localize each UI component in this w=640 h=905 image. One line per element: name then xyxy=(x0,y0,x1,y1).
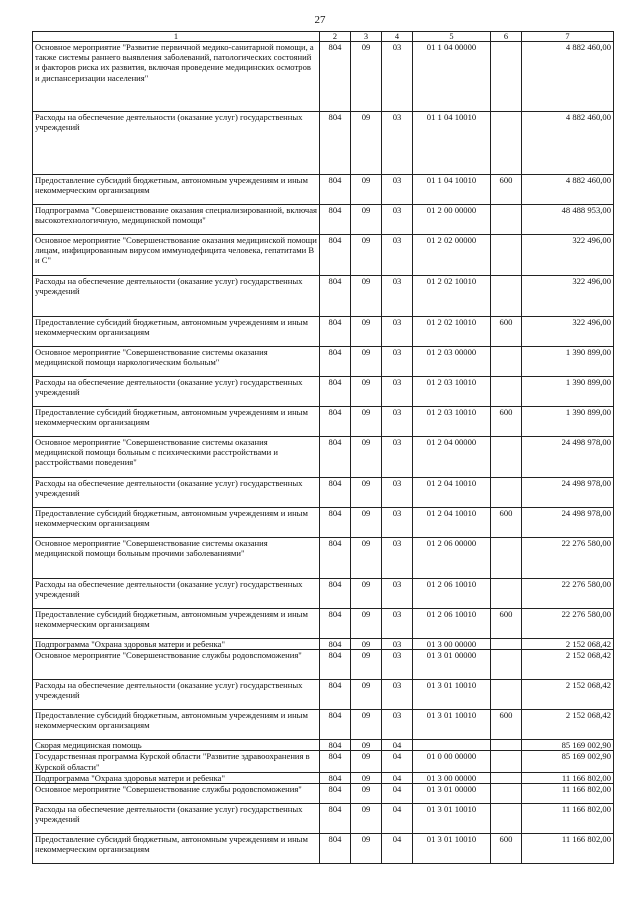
cell-name: Основное мероприятие "Развитие первичной медико-санитарной помощи, а также системы раннего выявления заболеваний, патологических состояний и факторов риска их развития, включая проведение медицинских осмотров и диспансеризации населения" xyxy=(33,42,320,112)
cell-target: 01 1 04 00000 xyxy=(413,42,491,112)
cell-section: 09 xyxy=(351,276,382,317)
cell-ministry: 804 xyxy=(320,407,351,437)
cell-subsection: 03 xyxy=(382,680,413,710)
cell-amount: 22 276 580,00 xyxy=(522,579,614,609)
cell-name: Расходы на обеспечение деятельности (оказание услуг) государственных учреждений xyxy=(33,478,320,508)
cell-section: 09 xyxy=(351,317,382,347)
cell-target: 01 2 03 10010 xyxy=(413,377,491,407)
cell-subsection: 04 xyxy=(382,784,413,804)
cell-section: 09 xyxy=(351,508,382,538)
cell-amount: 11 166 802,00 xyxy=(522,772,614,783)
cell-section: 09 xyxy=(351,751,382,772)
table-row xyxy=(33,680,614,710)
cell-ministry: 804 xyxy=(320,609,351,639)
cell-amount: 11 166 802,00 xyxy=(522,804,614,834)
cell-amount: 4 882 460,00 xyxy=(522,112,614,175)
cell-target: 01 2 00 00000 xyxy=(413,205,491,235)
table-row xyxy=(33,437,614,478)
cell-subsection: 03 xyxy=(382,639,413,650)
table-row xyxy=(33,772,614,783)
cell-subsection: 04 xyxy=(382,772,413,783)
col-header-section: 3 xyxy=(351,32,382,42)
cell-vr xyxy=(491,205,522,235)
cell-ministry: 804 xyxy=(320,276,351,317)
cell-ministry: 804 xyxy=(320,508,351,538)
table-row xyxy=(33,42,614,112)
cell-amount: 4 882 460,00 xyxy=(522,42,614,112)
cell-ministry: 804 xyxy=(320,740,351,751)
cell-ministry: 804 xyxy=(320,804,351,834)
cell-target: 01 3 01 10010 xyxy=(413,834,491,864)
table-row xyxy=(33,205,614,235)
cell-target: 01 2 02 00000 xyxy=(413,235,491,276)
cell-ministry: 804 xyxy=(320,710,351,740)
cell-section: 09 xyxy=(351,834,382,864)
cell-section: 09 xyxy=(351,205,382,235)
cell-name: Расходы на обеспечение деятельности (оказание услуг) государственных учреждений xyxy=(33,579,320,609)
cell-ministry: 804 xyxy=(320,347,351,377)
cell-target: 01 3 01 10010 xyxy=(413,680,491,710)
cell-vr xyxy=(491,347,522,377)
table-row xyxy=(33,317,614,347)
cell-amount: 85 169 002,90 xyxy=(522,740,614,751)
table-row xyxy=(33,751,614,772)
cell-target: 01 3 01 10010 xyxy=(413,710,491,740)
cell-ministry: 804 xyxy=(320,175,351,205)
cell-amount: 322 496,00 xyxy=(522,235,614,276)
cell-amount: 2 152 068,42 xyxy=(522,639,614,650)
cell-section: 09 xyxy=(351,407,382,437)
cell-target: 01 3 01 10010 xyxy=(413,804,491,834)
cell-subsection: 04 xyxy=(382,804,413,834)
cell-amount: 1 390 899,00 xyxy=(522,347,614,377)
cell-name: Предоставление субсидий бюджетным, автономным учреждениям и иным некоммерческим организациям xyxy=(33,508,320,538)
cell-section: 09 xyxy=(351,680,382,710)
cell-name: Подпрограмма "Охрана здоровья матери и ребенка" xyxy=(33,639,320,650)
table-row xyxy=(33,478,614,508)
cell-section: 09 xyxy=(351,175,382,205)
cell-amount: 11 166 802,00 xyxy=(522,834,614,864)
cell-vr: 600 xyxy=(491,609,522,639)
table-row xyxy=(33,710,614,740)
cell-section: 09 xyxy=(351,710,382,740)
cell-vr xyxy=(491,639,522,650)
cell-amount: 322 496,00 xyxy=(522,317,614,347)
cell-subsection: 04 xyxy=(382,751,413,772)
cell-target: 01 2 04 00000 xyxy=(413,437,491,478)
cell-section: 09 xyxy=(351,784,382,804)
cell-section: 09 xyxy=(351,437,382,478)
cell-amount: 2 152 068,42 xyxy=(522,650,614,680)
cell-subsection: 03 xyxy=(382,478,413,508)
table-row xyxy=(33,639,614,650)
cell-vr xyxy=(491,772,522,783)
table-row xyxy=(33,377,614,407)
cell-vr xyxy=(491,740,522,751)
cell-ministry: 804 xyxy=(320,579,351,609)
cell-target: 01 2 06 10010 xyxy=(413,579,491,609)
cell-ministry: 804 xyxy=(320,235,351,276)
table-row xyxy=(33,112,614,175)
cell-subsection: 03 xyxy=(382,276,413,317)
cell-name: Предоставление субсидий бюджетным, автономным учреждениям и иным некоммерческим организациям xyxy=(33,175,320,205)
table-row xyxy=(33,276,614,317)
cell-vr: 600 xyxy=(491,317,522,347)
cell-subsection: 03 xyxy=(382,42,413,112)
cell-ministry: 804 xyxy=(320,538,351,579)
table-row xyxy=(33,347,614,377)
cell-amount: 24 498 978,00 xyxy=(522,478,614,508)
cell-target: 01 2 03 10010 xyxy=(413,407,491,437)
cell-target: 01 3 01 00000 xyxy=(413,784,491,804)
cell-name: Расходы на обеспечение деятельности (оказание услуг) государственных учреждений xyxy=(33,276,320,317)
cell-target: 01 0 00 00000 xyxy=(413,751,491,772)
table-row xyxy=(33,579,614,609)
cell-name: Расходы на обеспечение деятельности (оказание услуг) государственных учреждений xyxy=(33,377,320,407)
cell-section: 09 xyxy=(351,609,382,639)
cell-amount: 85 169 002,90 xyxy=(522,751,614,772)
col-header-ministry: 2 xyxy=(320,32,351,42)
cell-subsection: 03 xyxy=(382,205,413,235)
cell-subsection: 03 xyxy=(382,347,413,377)
cell-ministry: 804 xyxy=(320,772,351,783)
cell-name: Подпрограмма "Охрана здоровья матери и ребенка" xyxy=(33,772,320,783)
table-row xyxy=(33,538,614,579)
cell-ministry: 804 xyxy=(320,437,351,478)
cell-name: Государственная программа Курской области "Развитие здравоохранения в Курской области" xyxy=(33,751,320,772)
cell-section: 09 xyxy=(351,804,382,834)
cell-vr xyxy=(491,680,522,710)
cell-vr xyxy=(491,538,522,579)
page-number: 27 xyxy=(314,14,326,26)
cell-ministry: 804 xyxy=(320,205,351,235)
cell-name: Предоставление субсидий бюджетным, автономным учреждениям и иным некоммерческим организациям xyxy=(33,710,320,740)
cell-name: Основное мероприятие "Совершенствование системы оказания медицинской помощи наркологическим больным" xyxy=(33,347,320,377)
cell-ministry: 804 xyxy=(320,478,351,508)
col-header-name: 1 xyxy=(33,32,320,42)
cell-subsection: 03 xyxy=(382,437,413,478)
cell-amount: 11 166 802,00 xyxy=(522,784,614,804)
table-row xyxy=(33,784,614,804)
col-header-target: 5 xyxy=(413,32,491,42)
col-header-amount: 7 xyxy=(522,32,614,42)
budget-table xyxy=(32,31,614,864)
cell-target: 01 3 00 00000 xyxy=(413,639,491,650)
table-row xyxy=(33,508,614,538)
cell-vr: 600 xyxy=(491,710,522,740)
cell-vr xyxy=(491,276,522,317)
cell-subsection: 03 xyxy=(382,175,413,205)
cell-vr xyxy=(491,751,522,772)
cell-name: Предоставление субсидий бюджетным, автономным учреждениям и иным некоммерческим организациям xyxy=(33,609,320,639)
cell-ministry: 804 xyxy=(320,834,351,864)
cell-amount: 48 488 953,00 xyxy=(522,205,614,235)
cell-subsection: 03 xyxy=(382,710,413,740)
cell-vr xyxy=(491,377,522,407)
cell-target xyxy=(413,740,491,751)
cell-amount: 2 152 068,42 xyxy=(522,710,614,740)
cell-name: Расходы на обеспечение деятельности (оказание услуг) государственных учреждений xyxy=(33,680,320,710)
cell-amount: 24 498 978,00 xyxy=(522,508,614,538)
cell-ministry: 804 xyxy=(320,784,351,804)
cell-subsection: 03 xyxy=(382,538,413,579)
cell-amount: 2 152 068,42 xyxy=(522,680,614,710)
cell-name: Основное мероприятие "Совершенствование оказания медицинской помощи лицам, инфицированным вирусом иммунодефицита человека, гепатитами В и С" xyxy=(33,235,320,276)
cell-amount: 24 498 978,00 xyxy=(522,437,614,478)
cell-name: Подпрограмма "Совершенствование оказания специализированной, включая высокотехнологичную, медицинской помощи" xyxy=(33,205,320,235)
table-row xyxy=(33,804,614,834)
cell-vr xyxy=(491,650,522,680)
cell-subsection: 03 xyxy=(382,609,413,639)
cell-subsection: 03 xyxy=(382,407,413,437)
table-row xyxy=(33,175,614,205)
col-header-subsection: 4 xyxy=(382,32,413,42)
cell-amount: 1 390 899,00 xyxy=(522,407,614,437)
cell-target: 01 1 04 10010 xyxy=(413,112,491,175)
table-row xyxy=(33,834,614,864)
cell-ministry: 804 xyxy=(320,639,351,650)
cell-ministry: 804 xyxy=(320,317,351,347)
cell-section: 09 xyxy=(351,347,382,377)
cell-name: Предоставление субсидий бюджетным, автономным учреждениям и иным некоммерческим организациям xyxy=(33,407,320,437)
cell-ministry: 804 xyxy=(320,112,351,175)
cell-vr: 600 xyxy=(491,407,522,437)
cell-vr: 600 xyxy=(491,834,522,864)
cell-subsection: 03 xyxy=(382,235,413,276)
cell-name: Основное мероприятие "Совершенствование системы оказания медицинской помощи больным прочими заболеваниями" xyxy=(33,538,320,579)
cell-subsection: 03 xyxy=(382,112,413,175)
cell-vr xyxy=(491,437,522,478)
cell-name: Скорая медицинская помощь xyxy=(33,740,320,751)
cell-target: 01 3 01 00000 xyxy=(413,650,491,680)
table-row xyxy=(33,650,614,680)
cell-section: 09 xyxy=(351,235,382,276)
cell-ministry: 804 xyxy=(320,42,351,112)
cell-target: 01 2 03 00000 xyxy=(413,347,491,377)
cell-target: 01 2 06 00000 xyxy=(413,538,491,579)
cell-vr xyxy=(491,784,522,804)
cell-subsection: 03 xyxy=(382,579,413,609)
cell-ministry: 804 xyxy=(320,377,351,407)
cell-subsection: 03 xyxy=(382,317,413,347)
cell-amount: 1 390 899,00 xyxy=(522,377,614,407)
cell-subsection: 03 xyxy=(382,650,413,680)
cell-subsection: 04 xyxy=(382,740,413,751)
cell-target: 01 2 04 10010 xyxy=(413,508,491,538)
cell-name: Расходы на обеспечение деятельности (оказание услуг) государственных учреждений xyxy=(33,804,320,834)
cell-target: 01 2 06 10010 xyxy=(413,609,491,639)
cell-name: Основное мероприятие "Совершенствование службы родовспоможения" xyxy=(33,650,320,680)
cell-target: 01 2 02 10010 xyxy=(413,317,491,347)
cell-amount: 322 496,00 xyxy=(522,276,614,317)
table-row xyxy=(33,740,614,751)
cell-vr: 600 xyxy=(491,508,522,538)
table-row xyxy=(33,609,614,639)
table-body xyxy=(33,42,614,864)
col-header-vr: 6 xyxy=(491,32,522,42)
cell-name: Основное мероприятие "Совершенствование службы родовспоможения" xyxy=(33,784,320,804)
cell-target: 01 2 04 10010 xyxy=(413,478,491,508)
cell-target: 01 2 02 10010 xyxy=(413,276,491,317)
cell-section: 09 xyxy=(351,639,382,650)
cell-section: 09 xyxy=(351,42,382,112)
cell-name: Предоставление субсидий бюджетным, автономным учреждениям и иным некоммерческим организациям xyxy=(33,317,320,347)
cell-section: 09 xyxy=(351,579,382,609)
cell-amount: 22 276 580,00 xyxy=(522,609,614,639)
cell-vr xyxy=(491,579,522,609)
cell-section: 09 xyxy=(351,650,382,680)
cell-target: 01 1 04 10010 xyxy=(413,175,491,205)
cell-vr xyxy=(491,112,522,175)
cell-target: 01 3 00 00000 xyxy=(413,772,491,783)
cell-ministry: 804 xyxy=(320,650,351,680)
cell-section: 09 xyxy=(351,478,382,508)
cell-subsection: 04 xyxy=(382,834,413,864)
cell-section: 09 xyxy=(351,112,382,175)
cell-vr: 600 xyxy=(491,175,522,205)
cell-section: 09 xyxy=(351,538,382,579)
cell-section: 09 xyxy=(351,740,382,751)
cell-vr xyxy=(491,804,522,834)
cell-subsection: 03 xyxy=(382,377,413,407)
cell-amount: 22 276 580,00 xyxy=(522,538,614,579)
cell-section: 09 xyxy=(351,377,382,407)
cell-vr xyxy=(491,235,522,276)
cell-amount: 4 882 460,00 xyxy=(522,175,614,205)
cell-ministry: 804 xyxy=(320,680,351,710)
cell-name: Предоставление субсидий бюджетным, автономным учреждениям и иным некоммерческим организациям xyxy=(33,834,320,864)
cell-subsection: 03 xyxy=(382,508,413,538)
table-row xyxy=(33,235,614,276)
cell-name: Основное мероприятие "Совершенствование системы оказания медицинской помощи больным с психическими расстройствами и расстройствами поведения" xyxy=(33,437,320,478)
table-row xyxy=(33,407,614,437)
cell-vr xyxy=(491,42,522,112)
cell-section: 09 xyxy=(351,772,382,783)
cell-vr xyxy=(491,478,522,508)
cell-name: Расходы на обеспечение деятельности (оказание услуг) государственных учреждений xyxy=(33,112,320,175)
table-header-row xyxy=(33,32,614,42)
cell-ministry: 804 xyxy=(320,751,351,772)
